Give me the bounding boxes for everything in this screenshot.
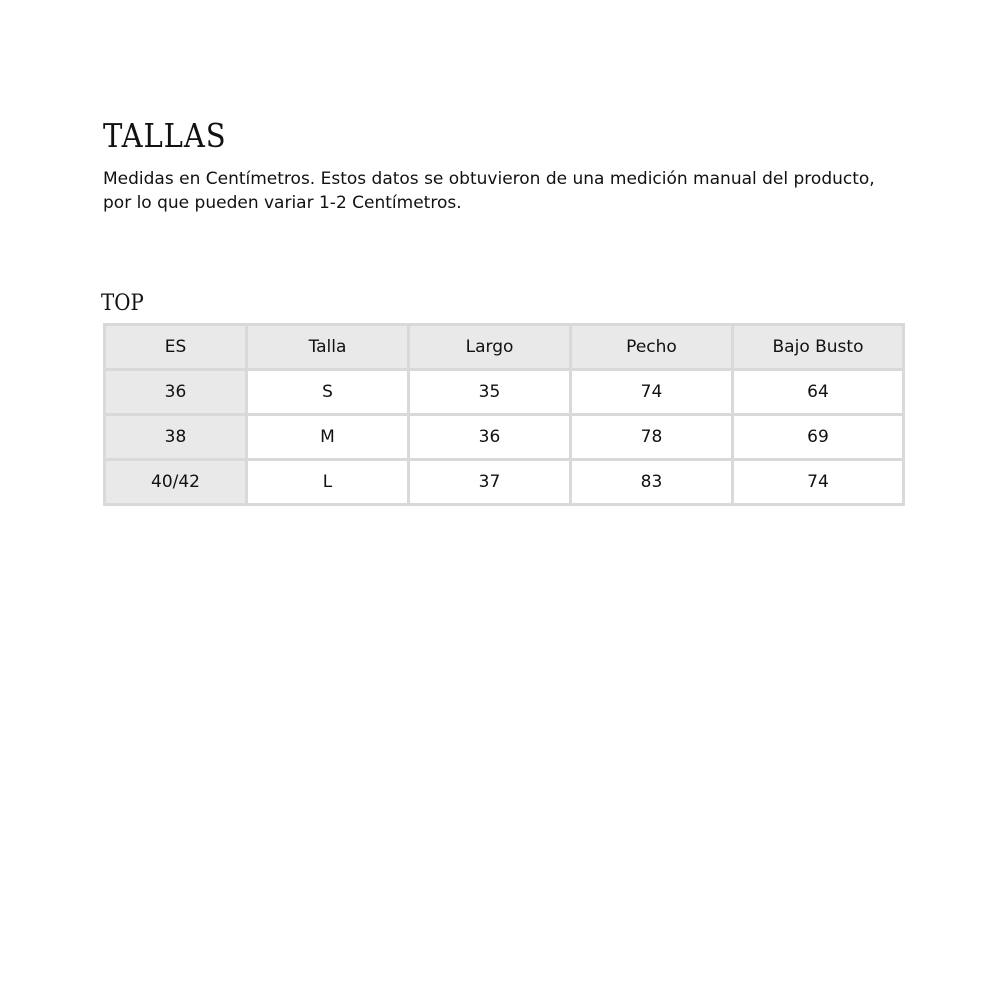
table-cell-pecho: 83 (571, 460, 733, 505)
table-row (105, 460, 904, 505)
table-cell-bajo-busto: 64 (733, 370, 904, 415)
table-row (105, 370, 904, 415)
table-cell-talla: L (247, 460, 409, 505)
table-cell-largo: 35 (409, 370, 571, 415)
table-cell-pecho: 78 (571, 415, 733, 460)
table-cell-es: 38 (105, 415, 247, 460)
table-cell-talla: S (247, 370, 409, 415)
table-cell-pecho: 74 (571, 370, 733, 415)
column-header-talla: Talla (247, 325, 409, 370)
page-title: TALLAS (103, 116, 227, 155)
column-header-bajo-busto: Bajo Busto (733, 325, 904, 370)
table-cell-es: 36 (105, 370, 247, 415)
intro-text-line-1: Medidas en Centímetros. Estos datos se obtuvieron de una medición manual del producto, (103, 169, 875, 189)
table-cell-talla: M (247, 415, 409, 460)
table-cell-largo: 37 (409, 460, 571, 505)
table-row (105, 415, 904, 460)
intro-text-line-2: por lo que pueden variar 1-2 Centímetros. (103, 193, 462, 213)
table-cell-bajo-busto: 69 (733, 415, 904, 460)
size-table (103, 323, 905, 506)
column-header-largo: Largo (409, 325, 571, 370)
table-cell-largo: 36 (409, 415, 571, 460)
column-header-es: ES (105, 325, 247, 370)
column-header-pecho: Pecho (571, 325, 733, 370)
table-cell-bajo-busto: 74 (733, 460, 904, 505)
section-title-top: TOP (101, 291, 144, 316)
table-cell-es: 40/42 (105, 460, 247, 505)
table-header-row (105, 325, 904, 370)
